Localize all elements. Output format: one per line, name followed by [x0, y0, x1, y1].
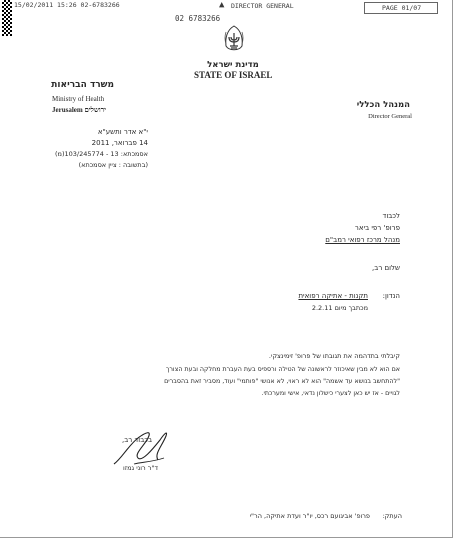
recipient-salutation: לכבוד [382, 212, 400, 220]
recipient-title: מנהל מרכז רפואי רמב"ם [325, 236, 400, 244]
fax-sender: DIRECTOR GENERAL [231, 2, 294, 10]
reference-instruction: (בתשובה : ציין אסמכתא) [78, 161, 148, 169]
ministry-city: Jerusalem ירושלים [52, 106, 106, 114]
greeting: שלום רב, [372, 264, 400, 272]
ministry-name-hebrew: משרד הבריאות [51, 80, 114, 90]
ministry-name-english: Ministry of Health [52, 95, 105, 103]
subject-title: תקנות - אתיקה רפואית [298, 292, 368, 300]
date-gregorian: 14 פברואר, 2011 [91, 139, 148, 147]
subject-reference: מכתבך מיום 2.2.11 [311, 304, 368, 312]
body-paragraph-2-line-3: לגויים - אז יש כאן לצערי כישלון נדאי, אישי ומערכתי. [261, 390, 400, 397]
fax-registration-mark [2, 0, 12, 36]
fax-timestamp: 15/02/2011 15:26 02-6783266 [14, 1, 120, 9]
body-paragraph-2-line-1: אם הוא לא מבין שאיכוזר לראשונה של הטילה ורספיס בעת העברת מחלקה ובעת הצורך [165, 366, 400, 373]
body-paragraph-1: קיבלתי בתדהמה את תגובתו של פרופ' זימינצקי. [268, 352, 400, 360]
fax-page-number: PAGE 01/07 [382, 4, 422, 12]
subject-label: הנדון: [382, 292, 400, 300]
fax-header-mark: ▲ [219, 0, 225, 10]
cc-recipient: פרופ' אביגועם רכס, יו"ר ועדת אתיקה, הר"י [249, 512, 370, 520]
menorah-emblem-icon [222, 24, 246, 56]
state-name-hebrew: מדינת ישראל [207, 60, 259, 70]
director-title-english: Director General [368, 113, 412, 120]
body-paragraph-2-line-2: "להתחשב בנושא עד אשמה" הוא לא ראוי, לא אנושי "פותמי" ועוד, מסביר זאת בהסברים [164, 378, 400, 385]
fax-number: 02 6783266 [175, 14, 221, 23]
closing: בכבוד רב, [122, 436, 152, 444]
signer-name: ד"ר רוני גמזו [123, 464, 158, 472]
director-title-hebrew: המנהל הכללי [356, 100, 410, 110]
date-hebrew: י"א אדר ותשע"א [97, 128, 148, 136]
state-name-english: STATE OF ISRAEL [194, 70, 273, 80]
reference-number: אסמכתא: 13 - 103/245774(מ) [55, 150, 148, 158]
recipient-name: פרופ' רפי ביאר [354, 224, 400, 232]
cc-label: העתק: [382, 512, 402, 520]
